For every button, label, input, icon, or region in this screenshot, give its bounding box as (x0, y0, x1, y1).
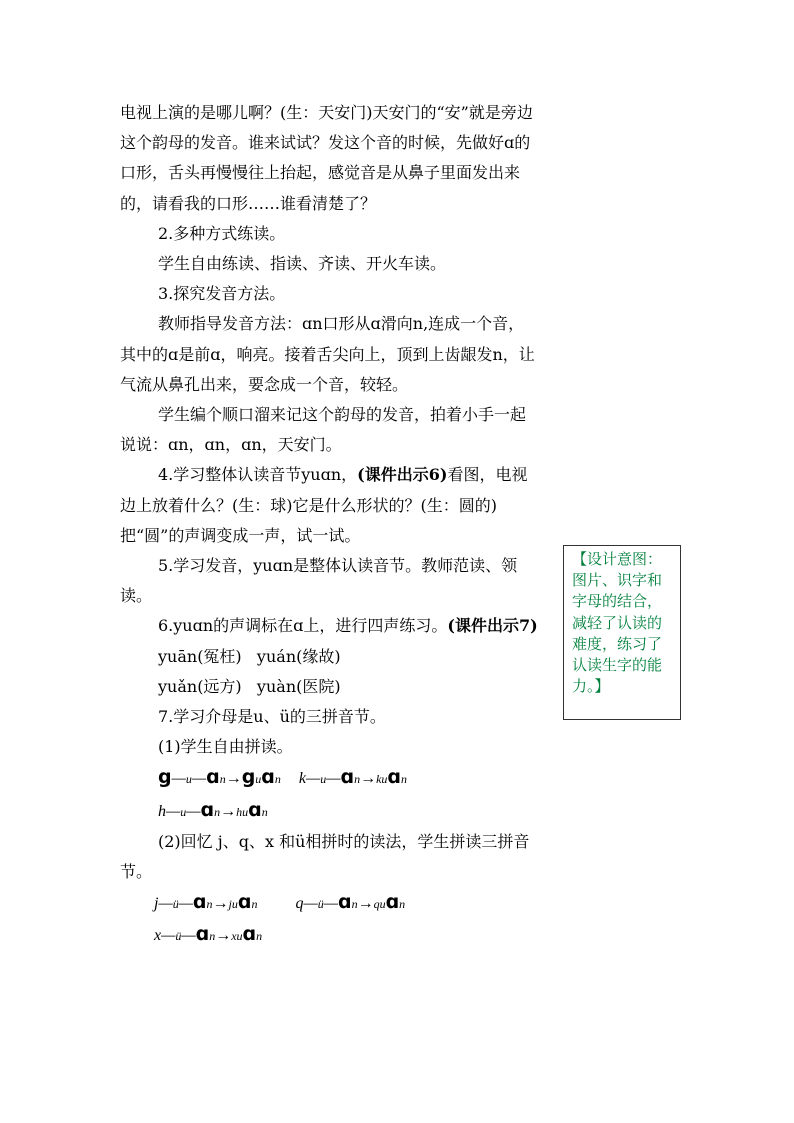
spelling-formula-row-2: h—u—ɑn→huɑn (158, 798, 268, 821)
courseware-note: (课件出示6) (357, 465, 448, 485)
tone-line-1: yuān(冤枉) yuán(缘故) (158, 646, 341, 666)
spelling-formula-row-1: g—u—ɑn→guɑn k—u—ɑn→kuɑn (158, 766, 408, 789)
paragraph-step-7: 7.学习介母是u、ü的三拼音节。 (158, 707, 386, 727)
paragraph-step-4: 4.学习整体认读音节yuɑn，(课件出示6)看图，电视边上放着什么？(生：球)它是什么形状的？(生：圆的)把“圆”的声调变成一声，试一试。 (120, 465, 528, 545)
paragraph-step-7-1: (1)学生自由拼读。 (158, 737, 293, 757)
tone-line-2: yuǎn(远方) yuàn(医院) (158, 676, 341, 696)
lesson-plan-body (120, 98, 540, 952)
paragraph-step-6: 6.yuɑn的声调标在ɑ上，进行四声练习。(课件出示7) (158, 616, 538, 636)
paragraph-intro: 电视上演的是哪儿啊？(生：天安门)天安门的“安”就是旁边这个韵母的发音。谁来试试？发这个音的时候，先做好ɑ的口形，舌头再慢慢往上抬起，感觉音是从鼻子里面发出来的，请看我的口形……谁看清楚了？ (120, 103, 533, 213)
paragraph-step-5: 5.学习发音，yuɑn是整体认读音节。教师范读、领读。 (120, 556, 518, 606)
courseware-note: (课件出示7) (447, 616, 538, 636)
paragraph-practice: 学生自由练读、指读、齐读、开火车读。 (158, 254, 447, 274)
paragraph-step-3: 3.探究发音方法。 (158, 284, 286, 304)
paragraph-step-7-2: (2)回忆 j、q、x 和ü相拼时的读法，学生拼读三拼音节。 (120, 831, 530, 882)
paragraph-step-2: 2.多种方式练读。 (158, 223, 286, 243)
paragraph-method: 教师指导发音方法：ɑn口形从ɑ滑向n,连成一个音，其中的ɑ是前ɑ，响亮。接着舌尖向上，顶到上齿龈发n，让气流从鼻孔出来，要念成一个音，较轻。 (120, 314, 535, 394)
design-intent-sidebar (563, 545, 681, 720)
design-intent-text: 【设计意图：图片、识字和字母的结合，减轻了认读的难度，练习了认读生字的能力。】 (572, 550, 663, 696)
spelling-formula-row-4: x—ü—ɑn→xuɑn (154, 923, 263, 946)
paragraph-rhyme: 学生编个顺口溜来记这个韵母的发音，拍着小手一起说说：ɑn，ɑn，ɑn，天安门。 (120, 405, 527, 455)
spelling-formula-row-3: j—ü—ɑn→juɑn q—ü—ɑn→quɑn (154, 891, 406, 914)
